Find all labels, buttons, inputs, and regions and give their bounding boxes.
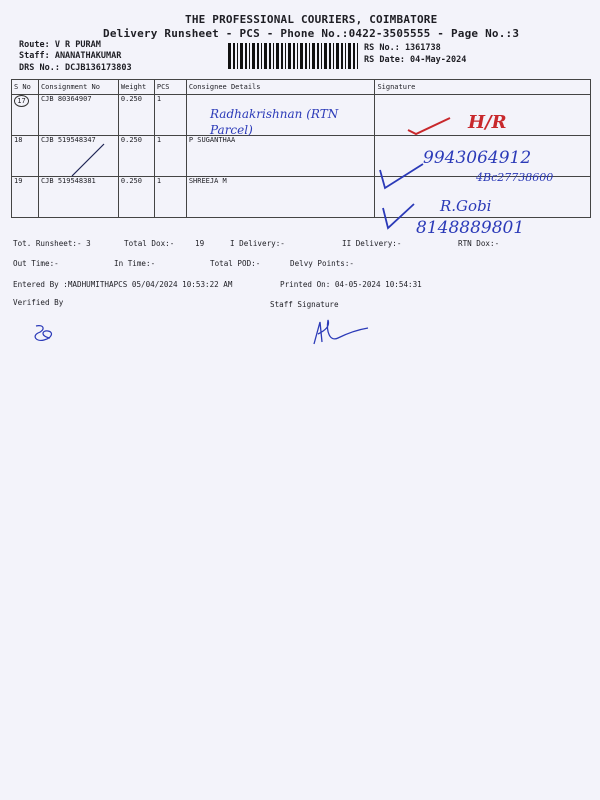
row-consignment: CJB 80364907: [38, 95, 118, 136]
row-weight: 0.250: [118, 95, 154, 136]
printed-on: Printed On: 04-05-2024 10:54:31: [280, 280, 422, 289]
barcode-bar: [285, 43, 286, 69]
barcode-bar: [228, 43, 231, 69]
total-dox-value: 19: [195, 239, 205, 248]
verified-by: Verified By: [13, 298, 64, 307]
col-consignment: Consignment No: [38, 80, 118, 95]
handwritten-phone-19: 8148889801: [416, 218, 525, 238]
row-consignee: SHREEJA M: [186, 177, 375, 218]
company-name: THE PROFESSIONAL COURIERS, COIMBATORE: [185, 13, 438, 26]
row-sno: 19: [12, 177, 39, 218]
row-sno: 17: [14, 95, 29, 107]
barcode-bar: [252, 43, 255, 69]
barcode-bar: [341, 43, 343, 69]
col-weight: Weight: [118, 80, 154, 95]
barcode: [228, 43, 360, 69]
table-header-row: [12, 80, 591, 95]
handwritten-phone-18: 9943064912: [423, 148, 532, 168]
rtn-dox: RTN Dox:-: [458, 239, 500, 248]
route-label: Route: V R PURAM: [19, 40, 101, 50]
rs-number: RS No.: 1361738: [364, 43, 441, 53]
barcode-bar: [309, 43, 310, 69]
check-mark-18: [377, 160, 427, 194]
delvy-points: Delvy Points:-: [290, 259, 355, 268]
total-dox-label: Total Dox:-: [124, 239, 175, 248]
row-consignment: CJB 519548347: [38, 136, 118, 177]
runsheet-subtitle: Delivery Runsheet - PCS - Phone No.:0422-3505555 - Page No.:3: [103, 27, 520, 40]
barcode-bar: [317, 43, 319, 69]
slash-mark-18: [70, 138, 120, 178]
barcode-bar: [245, 43, 247, 69]
barcode-bar: [273, 43, 274, 69]
barcode-bar: [269, 43, 271, 69]
barcode-bar: [240, 43, 243, 69]
handwritten-name-19: R.Gobi: [440, 197, 492, 215]
barcode-bar: [288, 43, 291, 69]
tot-runsheet: Tot. Runsheet:- 3: [13, 239, 91, 248]
handwritten-sig-17: H/R: [468, 112, 507, 133]
barcode-bar: [348, 43, 351, 69]
entered-by: Entered By :MADHUMITHAPCS 05/04/2024 10:53:22 AM: [13, 280, 233, 289]
rs-date: RS Date: 04-May-2024: [364, 55, 467, 65]
check-mark-17: [404, 114, 454, 136]
barcode-bar: [357, 43, 358, 69]
row-weight: 0.250: [118, 177, 154, 218]
row-pcs: 1: [154, 177, 186, 218]
barcode-bar: [233, 43, 235, 69]
barcode-bar: [276, 43, 279, 69]
ii-delivery: II Delivery:-: [342, 239, 402, 248]
col-pcs: PCS: [154, 80, 186, 95]
staff-signature-label: Staff Signature: [270, 300, 339, 309]
barcode-bar: [305, 43, 307, 69]
barcode-bar: [261, 43, 262, 69]
barcode-bar: [264, 43, 267, 69]
barcode-bar: [324, 43, 327, 69]
col-consignee: Consignee Details: [186, 80, 375, 95]
barcode-bar: [353, 43, 355, 69]
i-delivery: I Delivery:-: [230, 239, 285, 248]
barcode-bar: [293, 43, 295, 69]
row-sno: 18: [12, 136, 39, 177]
drs-number: DRS No.: DCJB136173803: [19, 63, 132, 73]
barcode-bar: [336, 43, 339, 69]
row-consignment: CJB 519548381: [38, 177, 118, 218]
barcode-bar: [321, 43, 322, 69]
row-weight: 0.250: [118, 136, 154, 177]
total-pod: Total POD:-: [210, 259, 261, 268]
barcode-bar: [257, 43, 259, 69]
barcode-bar: [300, 43, 303, 69]
out-time: Out Time:-: [13, 259, 59, 268]
in-time: In Time:-: [114, 259, 156, 268]
row-consignee: P SUGANTHAA: [186, 136, 375, 177]
staff-signature: [308, 316, 378, 350]
barcode-bar: [249, 43, 250, 69]
handwritten-note-18: 4Bc27738600: [476, 171, 554, 184]
staff-label: Staff: ANANATHAKUMAR: [19, 51, 122, 61]
barcode-bar: [297, 43, 298, 69]
barcode-bar: [333, 43, 334, 69]
row-pcs: 1: [154, 95, 186, 136]
row-pcs: 1: [154, 136, 186, 177]
barcode-bar: [312, 43, 315, 69]
verified-signature: [30, 322, 60, 344]
barcode-bar: [237, 43, 238, 69]
barcode-bar: [329, 43, 331, 69]
barcode-bar: [345, 43, 346, 69]
barcode-bar: [281, 43, 283, 69]
col-signature: Signature: [375, 80, 591, 95]
check-mark-19: [380, 200, 420, 234]
col-sno: S No: [12, 80, 39, 95]
handwritten-consignee-17: Radhakrishnan (RTN Parcel): [210, 107, 339, 137]
